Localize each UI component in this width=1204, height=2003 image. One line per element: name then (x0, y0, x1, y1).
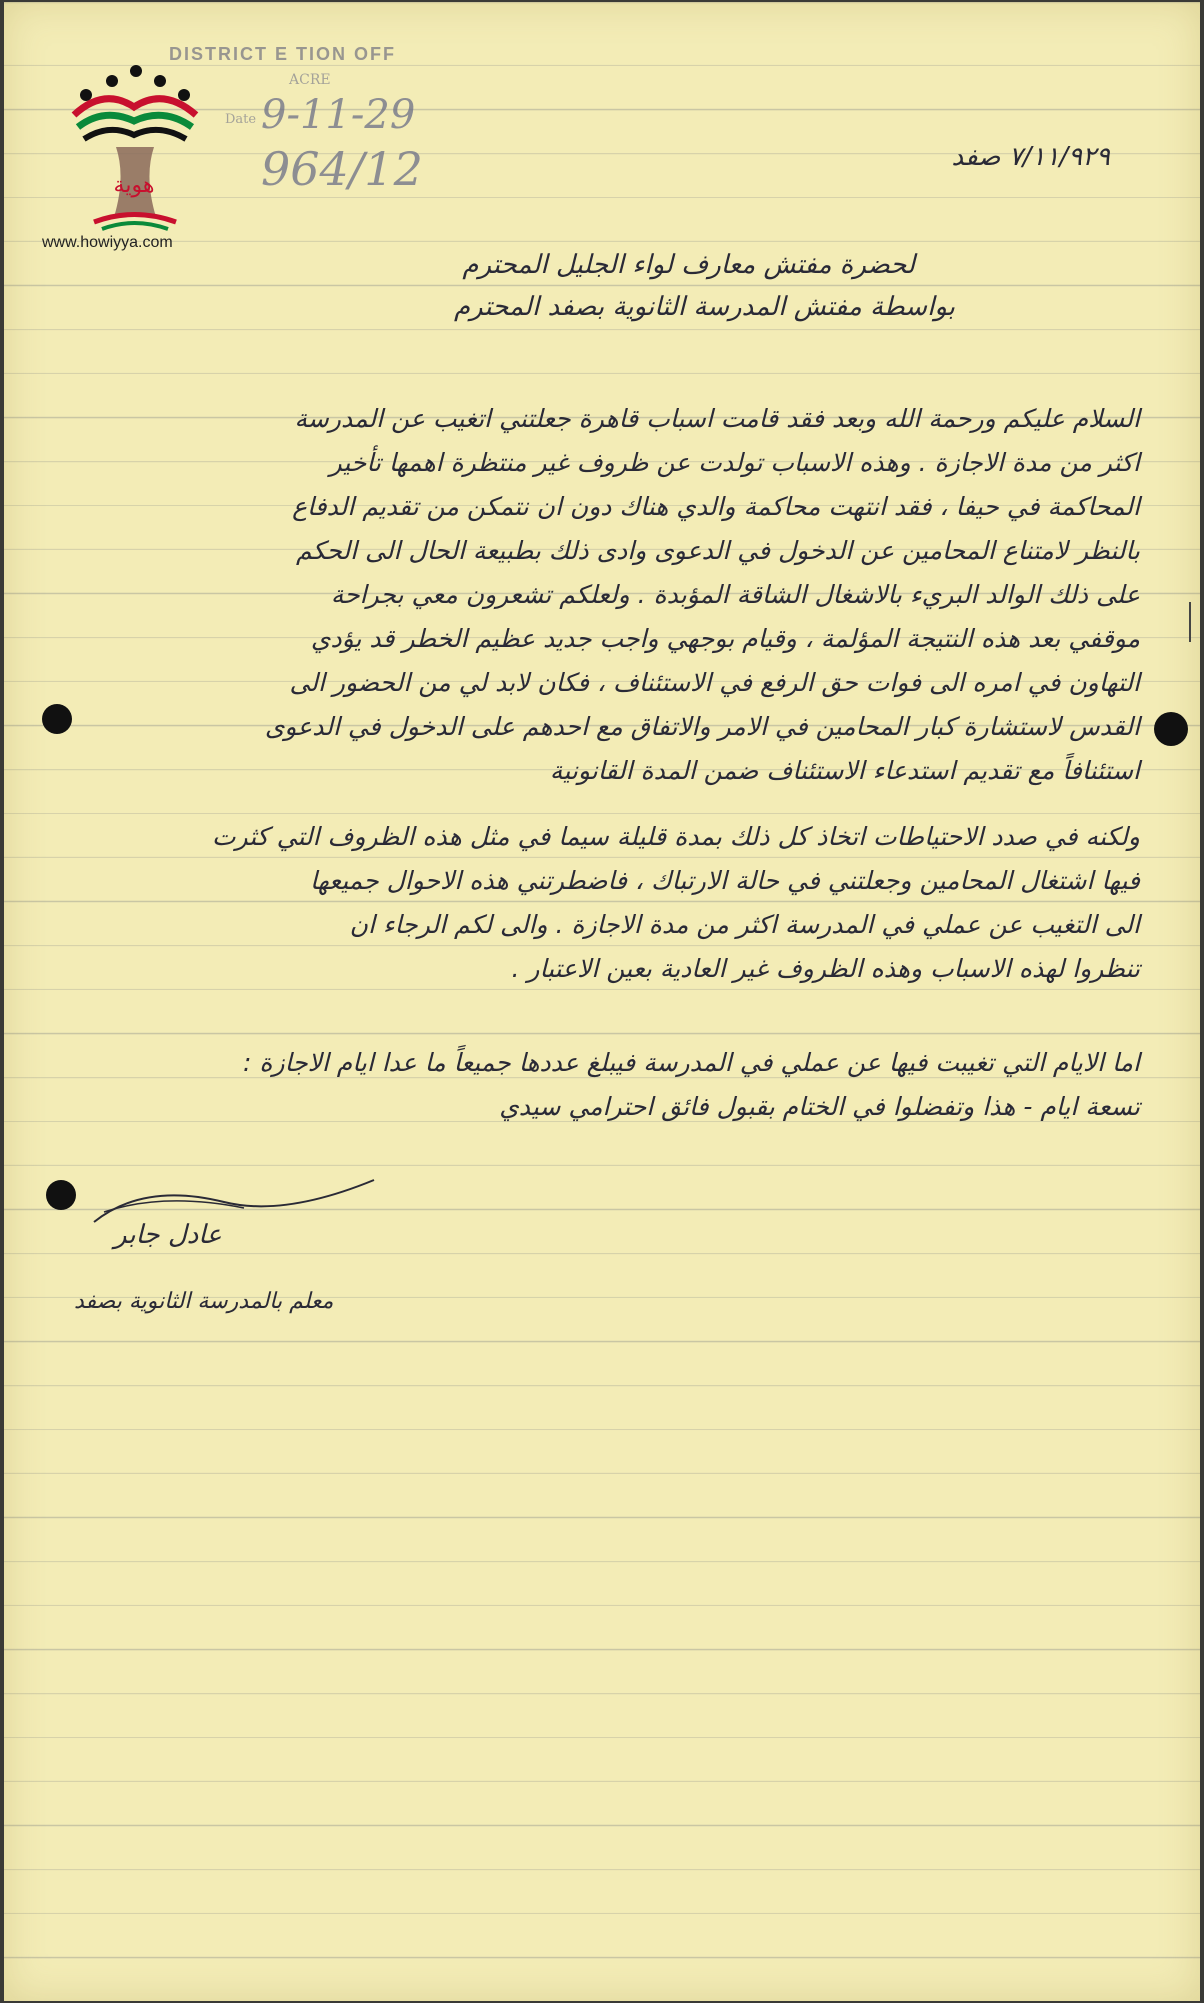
signature-title: معلم بالمدرسة الثانوية بصفد (74, 1289, 334, 1314)
receipt-stamp (169, 34, 469, 196)
body-line: فيها اشتغال المحامين وجعلتني في حالة الارتباك ، فاضطرتني هذه الاحوال جميعها (310, 866, 1140, 895)
margin-mark (1189, 602, 1191, 642)
watermark-url: www.howiyya.com (42, 234, 173, 251)
body-line: ولكنه في صدد الاحتياطات اتخاذ كل ذلك بمدة قليلة سيما في مثل هذه الظروف التي كثرت (211, 822, 1140, 851)
stamp-header: DISTRICT E TION OFF (169, 44, 396, 64)
ink-blot (1154, 712, 1188, 746)
letter-date: ٧/١١/٩٢٩ صفد (951, 142, 1110, 172)
body-line: استئنافاً مع تقديم استدعاء الاستئناف ضمن المدة القانونية (549, 756, 1140, 785)
signature-name: عادل جابر (114, 1220, 222, 1250)
body-line: بالنظر لامتناع المحامين عن الدخول في الدعوى وادى ذلك بطبيعة الحال الى الحكم (295, 536, 1140, 565)
body-line: السلام عليكم ورحمة الله وبعد فقد قامت اسباب قاهرة جعلتني اتغيب عن المدرسة (294, 404, 1140, 433)
address-line-2: بواسطة مفتش المدرسة الثانوية بصفد المحترم (453, 292, 955, 322)
body-line: القدس لاستشارة كبار المحامين في الامر والاتفاق مع احدهم على الدخول في الدعوى (264, 712, 1140, 741)
punch-hole (46, 1180, 76, 1210)
letter-sheet (4, 2, 1200, 2001)
body-line: تنظروا لهذه الاسباب وهذه الظروف غير العادية بعين الاعتبار . (511, 954, 1140, 983)
body-line: موقفي بعد هذه النتيجة المؤلمة ، وقيام بوجهي واجب جديد عظيم الخطر قد يؤدي (310, 624, 1140, 653)
stamp-date: 9-11-29 (261, 92, 416, 138)
stamp-place: ACRE (289, 72, 331, 88)
body-line: على ذلك الوالد البريء بالاشغال الشاقة المؤبدة . ولعلكم تشعرون معي بجراحة (330, 580, 1140, 609)
body-line: اكثر من مدة الاجازة . وهذه الاسباب تولدت عن ظروف غير منتظرة اهمها تأخير (329, 448, 1140, 477)
stamp-date-label: Date (225, 112, 257, 127)
body-line: اما الايام التي تغيبت فيها عن عملي في المدرسة فيبلغ عددها جميعاً ما عدا ايام الاجازة : (243, 1048, 1140, 1077)
punch-hole (42, 704, 72, 734)
svg-text:هوية: هوية (113, 173, 155, 198)
stamp-reference: 964/12 (261, 142, 423, 196)
address-line-1: لحضرة مفتش معارف لواء الجليل المحترم (462, 250, 915, 280)
body-line: تسعة ايام - هذا وتفضلوا في الختام بقبول فائق احترامي سيدي (499, 1092, 1140, 1121)
body-line: التهاون في امره الى فوات حق الرفع في الاستئناف ، فكان لابد لي من الحضور الى (289, 668, 1140, 697)
body-line: المحاكمة في حيفا ، فقد انتهت محاكمة والدي هناك دون ان نتمكن من تقديم الدفاع (292, 492, 1140, 521)
body-line: الى التغيب عن عملي في المدرسة اكثر من مدة الاجازة . والى لكم الرجاء ان (349, 910, 1140, 939)
